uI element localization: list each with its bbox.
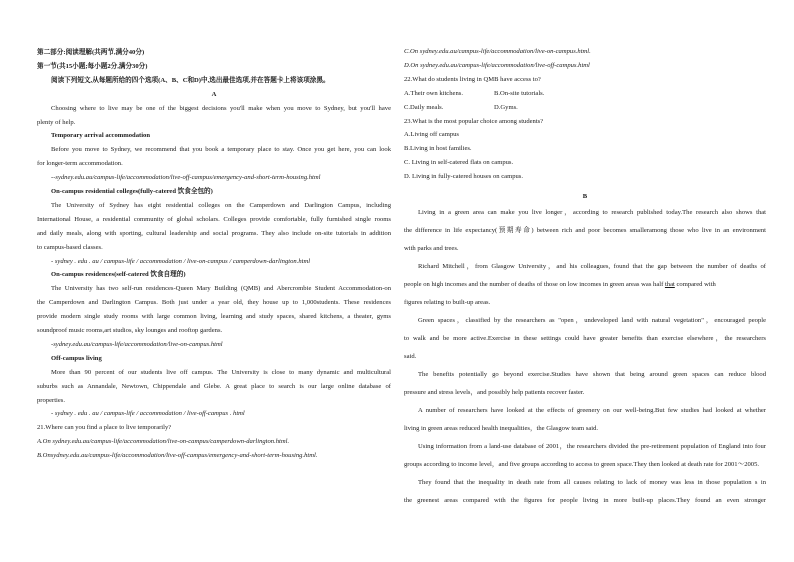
paragraph-line: International House, a residential community of global scholars. Colleges provide comfortable, fully furnished single rooms [37, 215, 391, 223]
paragraph-line: A number of researchers have looked at the effects of greenery on our well-being.But few studies had looked at whether [418, 406, 766, 414]
option-23-b: B.Living in host families. [404, 145, 472, 153]
left-column [37, 46, 391, 463]
paragraph-line: Richard Mitchell，from Glasgow University，and his colleagues, found that the gap between the number of deaths of [418, 262, 766, 270]
paragraph-line: the Camperdown and Darlington Campus. Both just under a year old, they house up to 1,000students. These residences [37, 299, 391, 307]
option-23-d: D. Living in fully-catered houses on campus. [404, 173, 524, 181]
paragraph-line: the difference in life expectancy(预期寿命) between rich and poor becomes smalleramong those who live in an environment [404, 226, 766, 234]
options-22-row [404, 87, 766, 101]
option-21-b: B.Onsydney.edu.au/campus-life/accommodation/live-off-campus/emergency-and-short-term-housing.html. [37, 452, 318, 460]
option-22-c: C.Daily meals. [404, 103, 444, 111]
source-url: - sydney . edu . au / campus-life / accommodation / live-on-campus / camperdown-darlington.html [51, 257, 311, 265]
underlined-word: that [664, 280, 675, 288]
paragraph-line: soundproof music rooms,art studios, sky lounges and rooftop gardens. [37, 327, 223, 334]
paragraph-line: Green spaces，classified by the researchers as "open，undeveloped land with natural vegetation"，encouraged people [418, 316, 766, 324]
option-21-a: A.On sydney.edu.au/campus-life/accommodation/live-on-campus/camperdown-darlington.html. [37, 438, 290, 446]
option-22-b: B.On-site tutorials. [494, 89, 545, 97]
paragraph-line: the greenest areas compared with the figures for people living in more built-up places.They found an even stronger [404, 496, 766, 504]
paragraph-line: properties. [37, 396, 66, 404]
paragraph-line: Living in a green area can make you live longer，according to research published today.The research also shows that [418, 208, 766, 216]
heading-colleges: On-campus residential colleges(fully-catered 饮食全包的) [51, 188, 213, 196]
paragraph-line: with parks and trees. [404, 244, 459, 252]
paragraph-line: groups according to income level，and five groups according to access to green space.They then looked at death rate for 2001～2005. [404, 460, 760, 468]
paragraph-line: to walk and be more active.Exercise in these settings could have greater benefits than exercise elsewhere，the researchers [404, 334, 766, 342]
paragraph-line: They found that the inequality in death rate from all causes relating to lack of money was less in those population s in [418, 478, 766, 486]
question-21: 21.Where can you find a place to live temporarily? [37, 424, 172, 432]
paragraph-line: said. [404, 352, 417, 360]
source-url: -sydney.edu.au/campus-life/accommodation/live-on-campus.html [51, 340, 223, 348]
instruction: 阅读下列短文,从每题所给的四个选项(A、B、C和D)中,选出最佳选项,并在答题卡上将该项涂黑。 [51, 76, 330, 84]
option-23-a: A.Living off campus [404, 131, 460, 139]
paragraph-line: figures relating to built-up areas. [404, 298, 491, 306]
source-url: --sydney.edu.au/campus-life/accommodation/live-off-campus/emergency-and-short-term-housing.html [51, 174, 321, 182]
paragraph-line: Before you move to Sydney, we recommend that you book a temporary place to stay. Once you get here, you can look [51, 146, 391, 154]
intro-line: Choosing where to live may be one of the biggest decisions you'll make when you move to Sydney, but you'll have [51, 104, 391, 112]
paragraph-line: The University of Sydney has eight residential colleges on the Camperdown and Darlington Campus, including [51, 201, 391, 209]
option-21-d: D.On sydney.edu.au/campus-life/accommodation/live-off-campus.html [404, 61, 590, 69]
question-23: 23.What is the most popular choice among students? [404, 117, 544, 125]
heading-temporary: Temporary arrival accommodation [51, 132, 151, 140]
part-title: 第二部分:阅读理解(共两节,满分40分) [37, 49, 145, 56]
heading-residences: On-campus residences(self-catered 饮食自理的) [51, 271, 186, 279]
paragraph-line: pressure and stress levels，and possibly help patients recover faster. [404, 388, 585, 396]
paragraph-line: More than 90 percent of our students live off campus. The University is close to many dynamic and multicultural [51, 368, 391, 376]
option-23-c: C. Living in self-catered flats on campus. [404, 159, 514, 167]
question-22: 22.What do students living in QMB have access to? [404, 75, 541, 83]
paragraph-line: Using information from a land-use database of 2001，the researchers divided the pre-retirement population of England into four [418, 442, 766, 450]
heading-off-campus: Off-campus living [51, 354, 102, 362]
section-title: 第一节(共15小题;每小题2分,满分30分) [37, 62, 148, 70]
paragraph-line [404, 276, 766, 294]
paragraph-line: provide modern single study rooms with large common living, learning and study spaces, shared kitchens, a theater, gyms [37, 313, 391, 321]
right-column [404, 45, 766, 510]
paragraph-line: The University has two self-run residences-Queen Mary Building (QMB) and Abercrombie Student Accommodation-on [51, 285, 391, 293]
paragraph-line: for longer-term accommodation. [37, 160, 123, 168]
intro-line: plenty of help. [37, 118, 76, 126]
option-21-c: C.On sydney.edu.au/campus-life/accommodation/live-on-campus.html. [404, 48, 591, 55]
passage-b-label: B [582, 193, 588, 201]
paragraph-line: living in green areas reduced health inequalities，the Glasgow team said. [404, 424, 599, 432]
line-end: compared with [674, 280, 716, 288]
paragraph-line: and daily meals, along with sporting, cultural leadership and social programs. They also include on-site tutorials in addition [37, 229, 391, 237]
paragraph-line: to campus-based classes. [37, 243, 103, 251]
source-url: - sydney . edu . au / campus-life / accommodation / live-off-campus . html [51, 410, 245, 418]
paragraph-line: suburbs such as Annandale, Newtown, Chippendale and Glebe. A great place to search is our large online database of [37, 382, 391, 390]
paragraph-line: The benefits potentially go beyond exercise.Studies have shown that being around green spaces can reduce blood [418, 370, 766, 378]
option-22-d: D.Gyms. [494, 103, 518, 111]
option-22-a: A.Their own kitchens. [404, 89, 463, 97]
passage-a-label: A [211, 90, 217, 98]
options-22-row [404, 101, 766, 115]
line-start: people on high incomes and the number of deaths of those on low incomes in green areas was half [404, 280, 665, 288]
